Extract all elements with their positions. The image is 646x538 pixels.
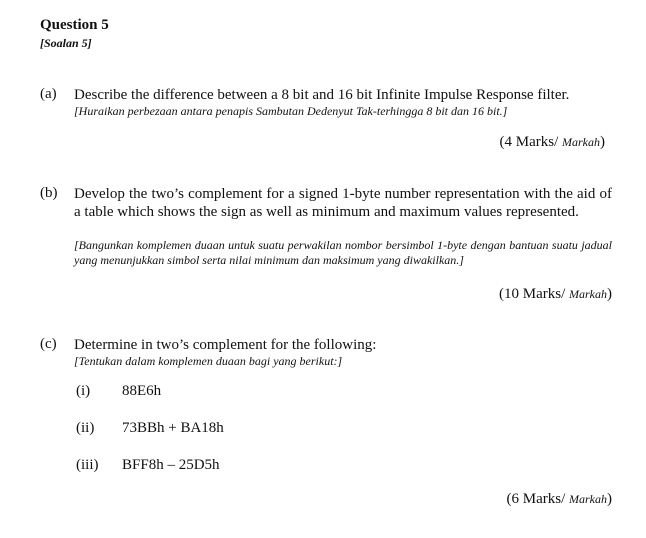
item-i-text: 88E6h bbox=[122, 383, 162, 399]
item-iii-text: BFF8h – 25D5h bbox=[122, 457, 220, 473]
part-c-marks-close: ) bbox=[607, 491, 612, 507]
part-a-marks-open: (4 Marks/ bbox=[499, 134, 562, 150]
question-title: Question 5 bbox=[40, 17, 109, 33]
part-c-translation: [Tentukan dalam komplemen duaan bagi yang berikut:] bbox=[74, 354, 343, 368]
part-b-marks-open: (10 Marks/ bbox=[499, 286, 569, 302]
item-i-label: (i) bbox=[76, 383, 91, 399]
part-c-marks-word: Markah bbox=[569, 492, 607, 506]
item-ii-text: 73BBh + BA18h bbox=[122, 420, 224, 436]
item-ii-label: (ii) bbox=[76, 420, 95, 436]
part-c-marks bbox=[507, 491, 613, 508]
part-b-translation: [Bangunkan komplemen duaan untuk suatu perwakilan nombor bersimbol 1-byte dengan bantuan suatu jadual yang menunjukkan simbol serta nilai minimum dan maksimum yang diwakilkan.] bbox=[74, 238, 612, 267]
question-subtitle: [Soalan 5] bbox=[40, 36, 92, 50]
part-a-marks bbox=[500, 134, 606, 151]
part-a-marks-close: ) bbox=[600, 134, 605, 150]
part-b-marks-word: Markah bbox=[569, 287, 607, 301]
part-c-marks-open: (6 Marks/ bbox=[506, 491, 569, 507]
part-a-translation: [Huraikan perbezaan antara penapis Sambutan Dedenyut Tak-terhingga 8 bit dan 16 bit.] bbox=[74, 104, 508, 118]
part-b-label: (b) bbox=[40, 185, 58, 201]
part-c-text: Determine in two’s complement for the following: bbox=[74, 337, 377, 353]
part-b-marks-close: ) bbox=[607, 286, 612, 302]
part-b-marks bbox=[499, 286, 612, 303]
part-c-label: (c) bbox=[40, 336, 57, 352]
part-a-marks-word: Markah bbox=[562, 135, 600, 149]
part-b-text: Develop the two’s complement for a signed 1-byte number representation with the aid of a table which shows the sign as well as minimum and maximum values represented. bbox=[74, 186, 612, 220]
part-a-text: Describe the difference between a 8 bit and 16 bit Infinite Impulse Response filter. bbox=[74, 87, 570, 103]
item-iii-label: (iii) bbox=[76, 457, 99, 473]
part-a-label: (a) bbox=[40, 86, 57, 102]
